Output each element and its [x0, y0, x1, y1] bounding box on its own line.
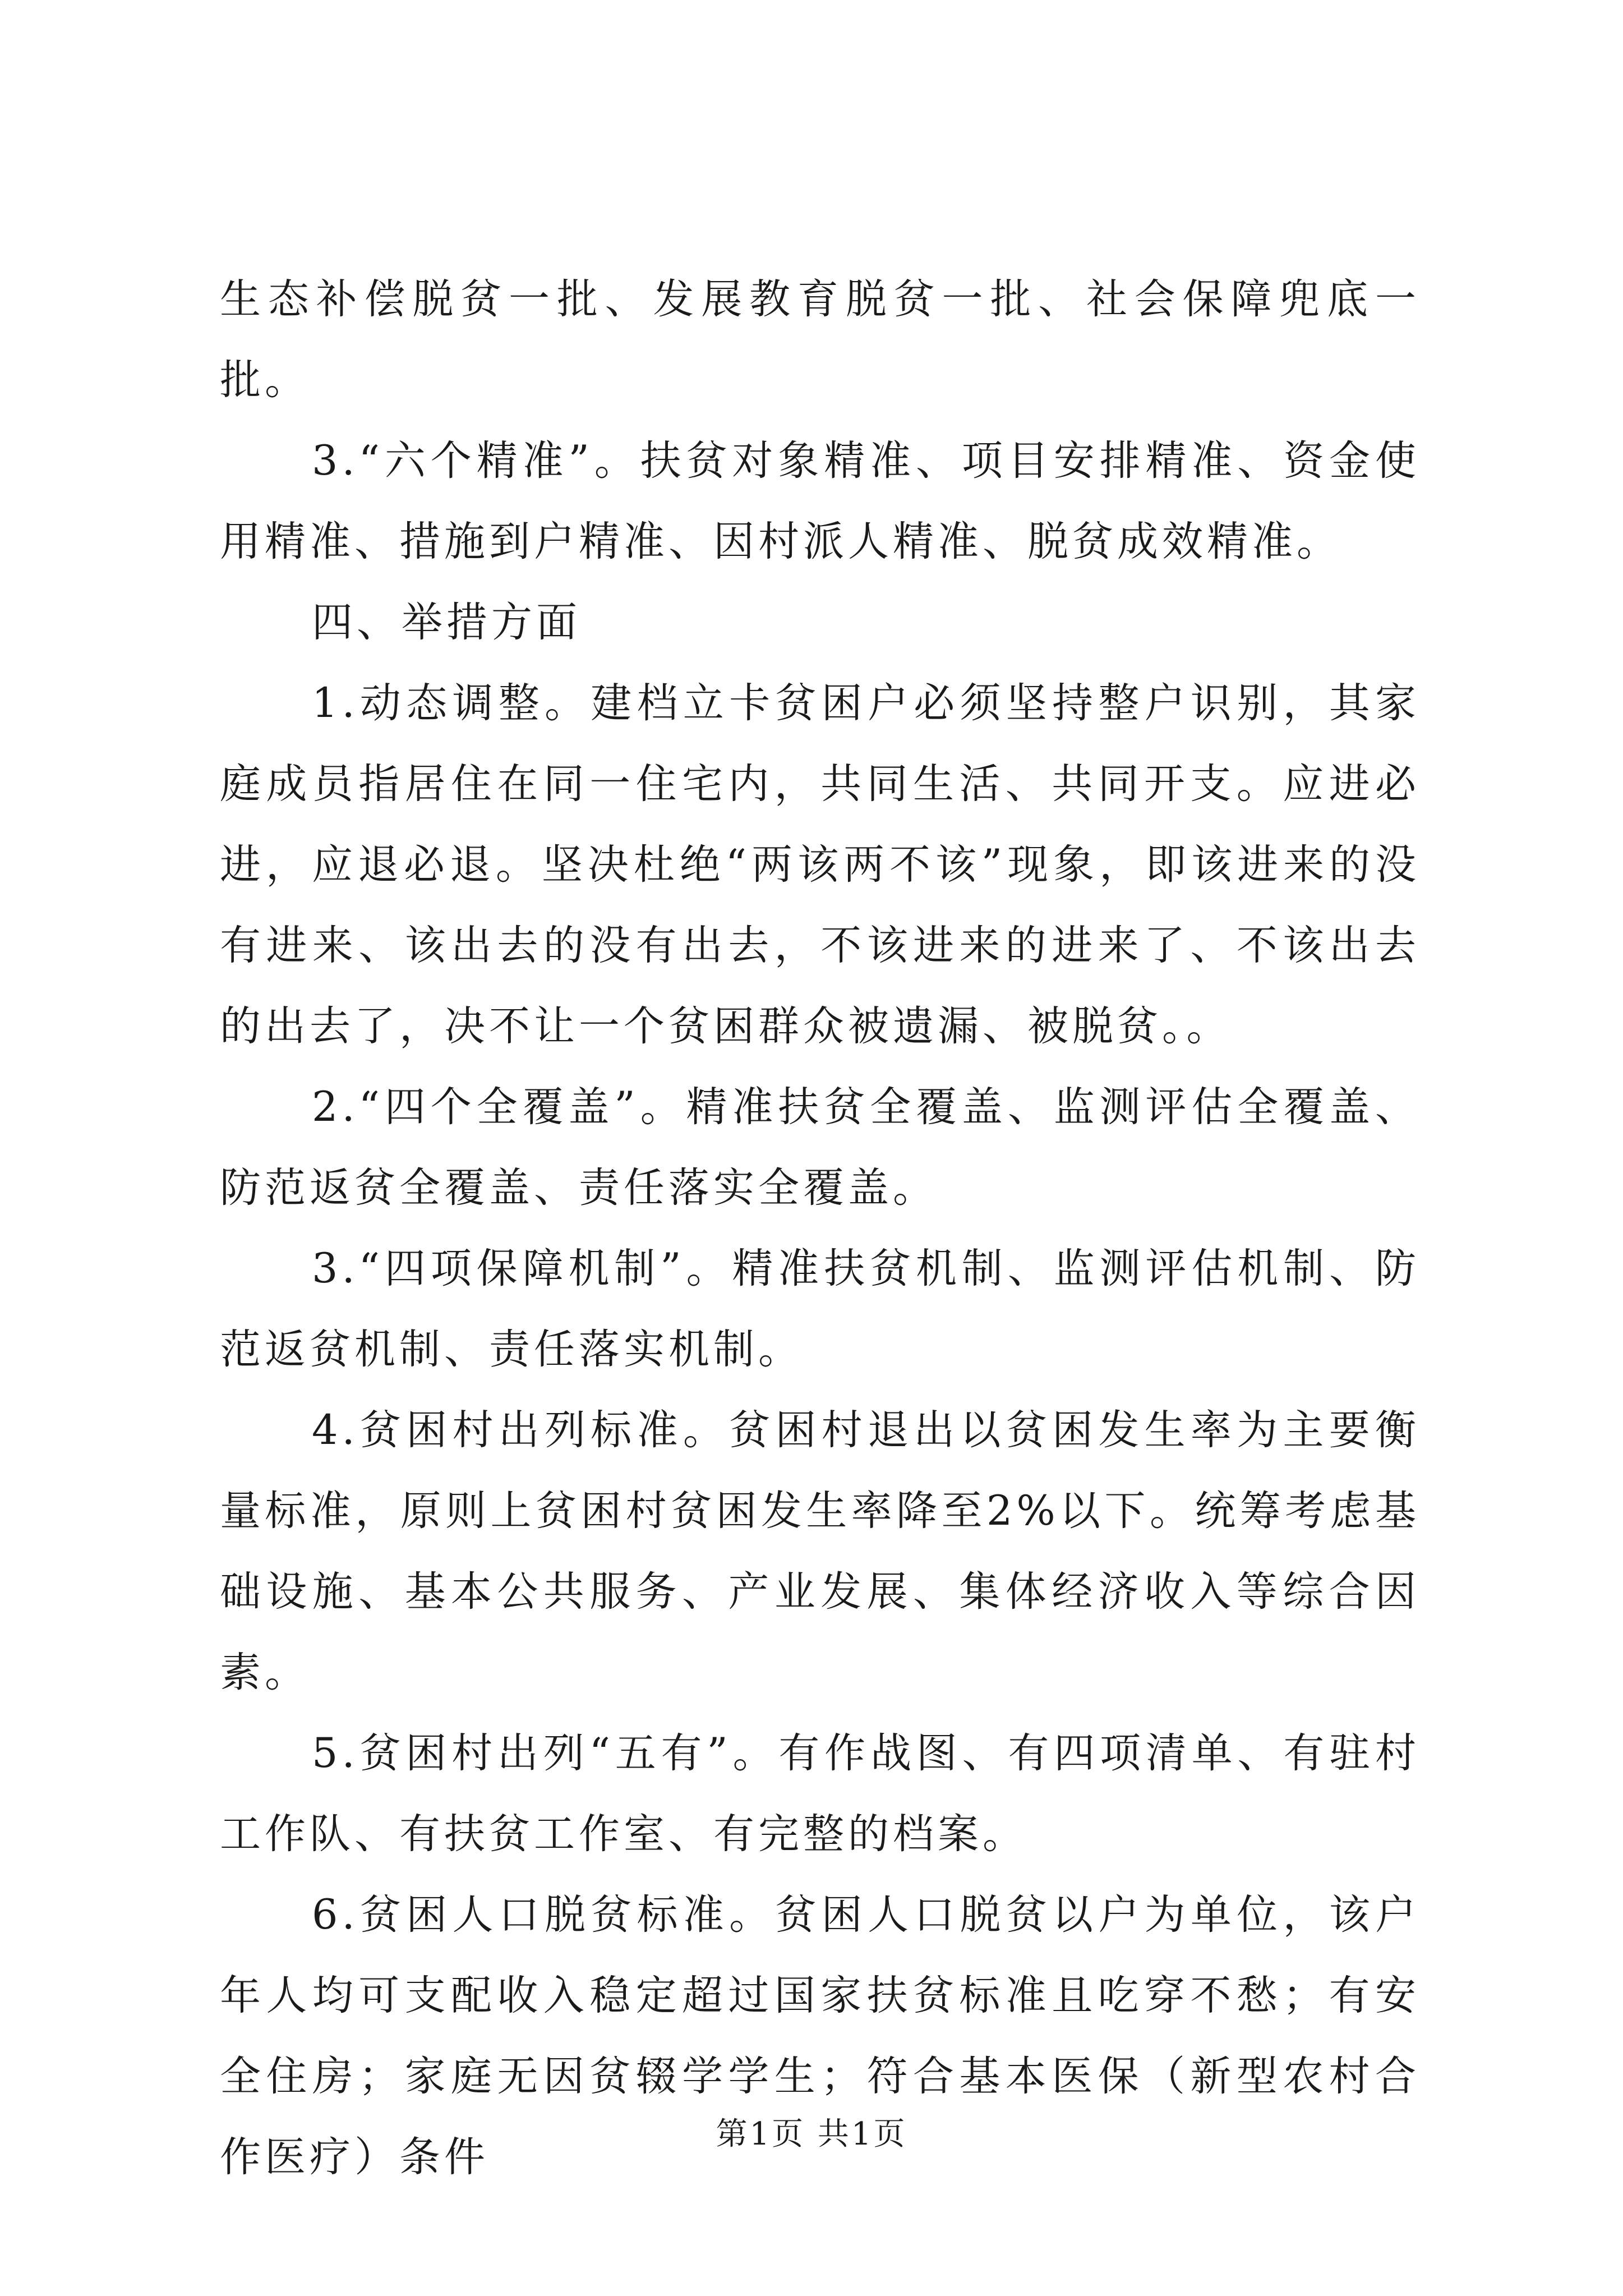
paragraph-2: 3.“六个精准”。扶贫对象精准、项目安排精准、资金使用精准、措施到户精准、因村派人精准、脱贫成效精准。	[220, 437, 1420, 565]
paragraph-8: 5.贫困村出列“五有”。有作战图、有四项清单、有驻村工作队、有扶贫工作室、有完整的档案。	[220, 1729, 1420, 1858]
paragraph-6: 3.“四项保障机制”。精准扶贫机制、监测评估机制、防范返贫机制、责任落实机制。	[220, 1245, 1420, 1373]
paragraph-5: 2.“四个全覆盖”。精准扶贫全覆盖、监测评估全覆盖、防范返贫全覆盖、责任落实全覆盖。	[220, 1083, 1420, 1212]
paragraph-9: 6.贫困人口脱贫标准。贫困人口脱贫以户为单位，该户年人均可支配收入稳定超过国家扶贫标准且吃穿不愁；有安全住房；家庭无因贫辍学学生；符合基本医保（新型农村合作医疗）条件	[220, 1891, 1420, 2181]
section-heading: 四、举措方面	[312, 599, 581, 646]
paragraph-4: 1.动态调整。建档立卡贫困户必须坚持整户识别，其家庭成员指居住在同一住宅内，共同生活、共同开支。应进必进，应退必退。坚决杜绝“两该两不该”现象，即该进来的没有进来、该出去的没有出去，不该进来的进来了、不该出去的出去了，决不让一个贫困群众被遗漏、被脱贫。。	[220, 679, 1420, 1050]
paragraph-7: 4.贫困村出列标准。贫困村退出以贫困发生率为主要衡量标准，原则上贫困村贫困发生率降至2%以下。统筹考虑基础设施、基本公共服务、产业发展、集体经济收入等综合因素。	[220, 1406, 1420, 1696]
paragraph-1: 生态补偿脱贫一批、发展教育脱贫一批、社会保障兜底一批。	[220, 275, 1420, 404]
document-body	[220, 259, 1420, 2198]
page-footer: 第1页 共1页	[716, 2116, 907, 2152]
